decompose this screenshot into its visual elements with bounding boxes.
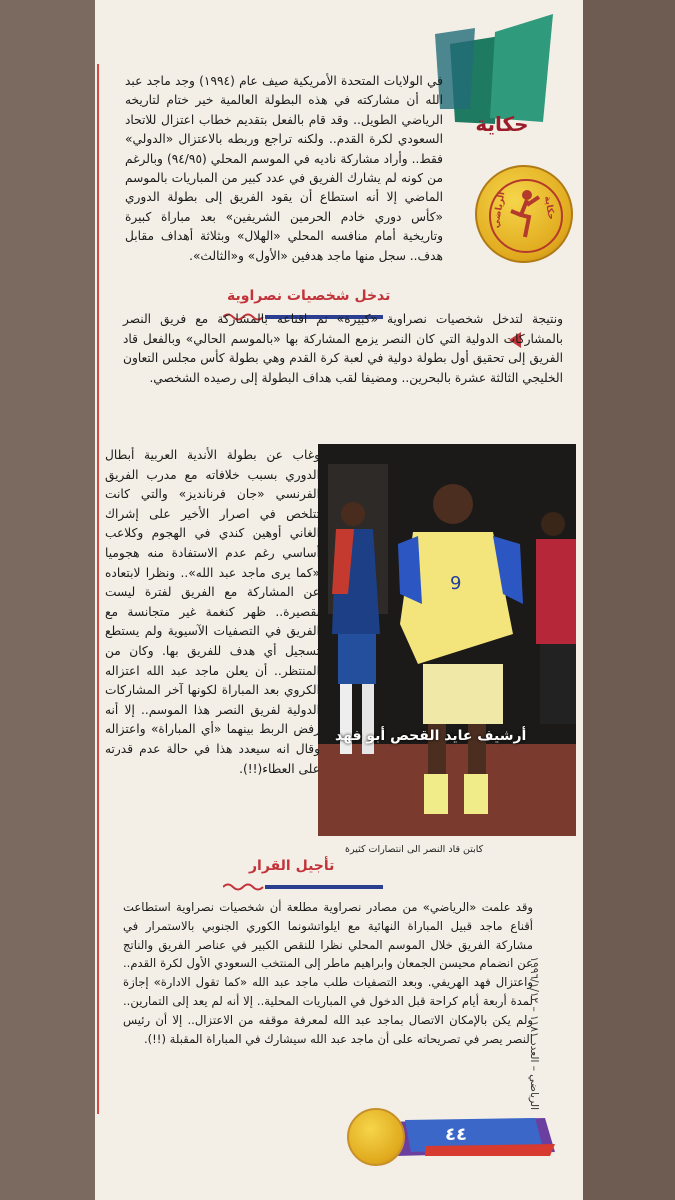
athlete-figure-icon bbox=[505, 187, 545, 242]
jersey-number: 9 bbox=[450, 573, 462, 594]
photo-frame-left bbox=[0, 0, 95, 1200]
medal-text-left: الرياضي bbox=[491, 191, 508, 229]
issue-side-text bbox=[500, 900, 572, 1110]
section-label: حكاية bbox=[475, 112, 529, 136]
subheading-2: تأجيل القرار bbox=[249, 858, 335, 874]
magazine-logo-icon bbox=[347, 1108, 405, 1166]
paragraph-2: ونتيجة لتدخل شخصيات نصراوية «كبيرة» تم اقناعه بالمشاركة مع فريق النصر بالمشاركات الدولية التي كان النصر يزمع المشاركة بها «بالموسم الحالي» وبالفعل قاد الفريق إلى تحقيق أول بطولة دولية في لعبة كرة القدم وهي بطولة كأس مجلس التعاون الخليجي الثالثة عشرة بالبحرين.. ومضيفا لقب هداف البطولة إلى رصيده الشخصي. bbox=[123, 312, 563, 385]
match-photo bbox=[318, 444, 576, 836]
article-intro: في الولايات المتحدة الأمريكية صيف عام (١٩٩٤) وجد ماجد عبد الله أن مشاركته في هذه البطولة العالمية خير ختام لتاريخه الرياضي الطويل.. وقد قام بالفعل بتقديم خطاب اعتزال للاتحاد السعودي لكرة القدم.. ولكنه تراجع وربطه بالاعتزال «الدولي» فقط.. وأراد مشاركة ناديه في الموسم المحلي (٩٤/٩٥) وبالرغم من كونه لم يشارك الفريق في عدد كبير من المباريات بالموسم الماضي إلا أنه استطاع أن يقود الفريق إلى بطولة الدوري «كأس دوري خادم الحرمين الشريفين» بعد مباراة كبيرة وتاريخية أمام منافسه المحلي «الهلال» وبثلاثة أهداف مقابل هدف.. سجل منها ماجد هدفين «الأول» و«الثالث». bbox=[125, 74, 443, 263]
page-number-ribbon bbox=[385, 1118, 555, 1156]
margin-line bbox=[97, 64, 99, 1114]
archive-watermark: أرشيف عايد القحص أبو فهد bbox=[335, 728, 527, 744]
subheading-1: تدخل شخصيات نصراوية bbox=[227, 288, 391, 304]
page-number: ٤٤ bbox=[445, 1124, 467, 1145]
squiggle-2-icon bbox=[223, 882, 383, 892]
magazine-page bbox=[95, 0, 583, 1200]
paragraph-4: وقد علمت «الرياضي» من مصادر نصراوية مطلعة أن شخصيات نصراوية استطاعت أقناع ماجد قبيل المباراة النهائية مع ايلواتشونما الكوري الجنوبي بالاستمرار في مشاركة الفريق خلال الموسم المحلي نظرا للنقص الكبير في عناصر الفريق والناتج عن انضمام محيسن الجمعان وابراهيم ماطر إلى المنتخب السعودي الأول لكرة القدم.. واعتزال فهد الهريفي. وبعد التصفيات طلب ماجد عبد الله «كما تقول الادارة» إجازة لمدة أربعة أيام كراحة قبل الدخول في المباريات المحلية.. إلا أنه لم يعد إلى التمارين.. ولم يكن بالإمكان الاتصال بماجد عبد الله لمعرفة موقفه من الاعتزال.. إلا أن رئيس النصر يصر في تصريحاته على أن ماجد عبد الله سيشارك في المباراة المقبلة (!!). bbox=[123, 900, 533, 1046]
photo-frame-right bbox=[582, 0, 675, 1200]
photo-caption: كابتن قاد النصر الى انتصارات كثيرة bbox=[345, 844, 484, 855]
paragraph-3: وغاب عن بطولة الأندية العربية أبطال الدوري بسبب خلافاته مع مدرب الفريق الفرنسي «جان فرنانديز» والتي كانت تتلخص في اصرار الأخير على إشراك الغاني أوهين كندي في الهجوم وكلاعب أساسي رغم عدم الاستفادة منه هجوميا «كما يرى ماجد عبد الله».. ونظرا لابتعاده عن المشاركة مع الفريق لفترة ليست بقصيرة.. ظهر كنغمة غير متجانسة مع الفريق في التصفيات الآسيوية ولم يستطع تسجيل أي هدف للفريق بها. وكان من المنتظر.. أن يعلن ماجد عبد الله اعتزاله الكروي بعد المباراة لكونها آخر المشاركات الدولية لفريق النصر هذا الموسم.. إلا أنه رفض الربط بينهما «أي المباراة» واعتزاله وقال انه سيعدد هذا في حالة عدم قدرته على العطاء(!!). bbox=[105, 448, 320, 776]
medal-text-right: حكاية bbox=[541, 195, 556, 221]
trophy-medal-icon bbox=[475, 165, 573, 263]
issue-info: الرياضي – العدد ١١٨١ – ١٩٩٦/١/١٢ bbox=[528, 956, 540, 1110]
